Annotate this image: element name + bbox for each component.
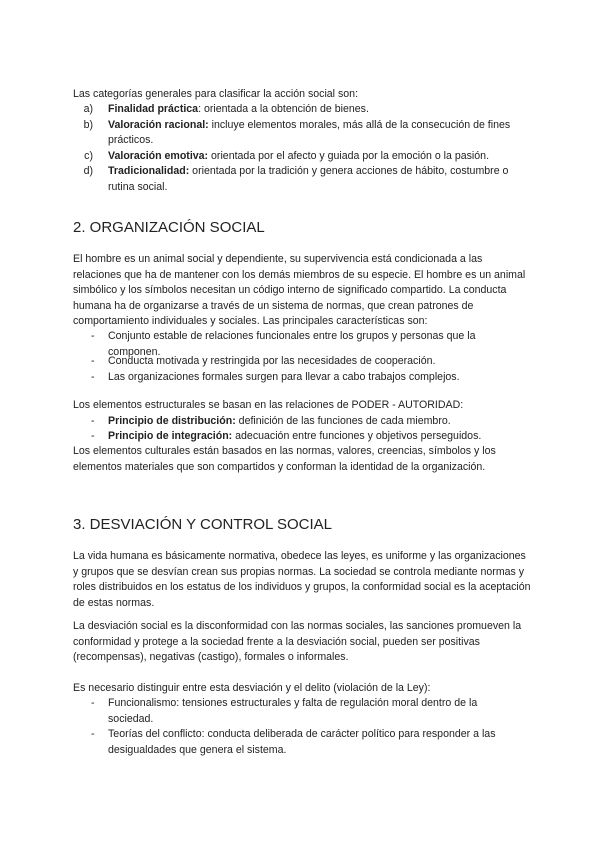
list-marker: - bbox=[91, 371, 95, 383]
list-item-text: Conducta motivada y restringida por las necesidades de cooperación. bbox=[108, 355, 436, 367]
paragraph: La desviación social es la disconformidad con las normas sociales, las sanciones promueven la conformidad y protege a la sociedad frente a la desviación social, pueden ser positivas (recompensas), negativas (castigo), formales o informales. bbox=[73, 620, 522, 663]
section-heading: 2. ORGANIZACIÓN SOCIAL bbox=[73, 219, 265, 236]
intro-text: Las categorías generales para clasificar la acción social son: bbox=[73, 88, 359, 100]
definition: adecuación entre funciones y objetivos perseguidos. bbox=[232, 430, 482, 442]
paragraph: Los elementos culturales están basados en las normas, valores, creencias, símbolos y los elementos materiales que son compartidos y conforman la identidad de la organización. bbox=[73, 445, 496, 473]
list-marker: d) bbox=[83, 165, 93, 177]
definition: orientada a la obtención de bienes. bbox=[201, 103, 369, 115]
list-item-text: Funcionalismo: tensiones estructurales y falta de regulación moral dentro de la sociedad. bbox=[108, 697, 478, 725]
separator: : bbox=[198, 103, 202, 115]
list-marker: - bbox=[91, 415, 95, 427]
term: Principio de distribución: bbox=[108, 415, 236, 427]
list-marker: a) bbox=[83, 103, 93, 115]
definition: orientada por el afecto y guiada por la emoción o la pasión. bbox=[208, 149, 490, 162]
paragraph: El hombre es un animal social y dependiente, su supervivencia está condicionada a las relaciones que ha de mantener con los demás miembros de su especie. El hombre es un animal simbólico y los símbolos necesitan un código interno de significado compartido. La conducta humana ha de organizarse a través de un sistema de normas, que crean patrones de comportamiento individuales y sociales. Las principales características son: bbox=[73, 253, 526, 327]
paragraph: Los elementos estructurales se basan en las relaciones de PODER - AUTORIDAD: bbox=[73, 399, 464, 411]
list-marker: - bbox=[91, 430, 95, 442]
definition: definición de las funciones de cada miembro. bbox=[235, 415, 451, 427]
list-marker: - bbox=[91, 728, 95, 740]
list-item-text: Las organizaciones formales surgen para llevar a cabo trabajos complejos. bbox=[108, 371, 460, 383]
definition: orientada por la tradición y genera acciones de hábito, costumbre o rutina social. bbox=[108, 165, 509, 193]
list-marker: - bbox=[91, 330, 95, 342]
definition: incluye elementos morales, más allá de la consecución de fines prácticos. bbox=[108, 118, 511, 146]
paragraph: Es necesario distinguir entre esta desviación y el delito (violación de la Ley): bbox=[73, 682, 431, 694]
list-item-text: Conjunto estable de relaciones funcionales entre los grupos y personas que la componen. bbox=[108, 330, 476, 358]
section-heading: 3. DESVIACIÓN Y CONTROL SOCIAL bbox=[73, 516, 332, 533]
term: Finalidad práctica bbox=[108, 103, 199, 115]
list-marker: - bbox=[91, 355, 95, 367]
term: Principio de integración: bbox=[108, 430, 233, 442]
term: Valoración racional: bbox=[108, 118, 209, 131]
list-item-text: Teorías del conflicto: conducta deliberada de carácter político para responder a las desigualdades que genera el sistema. bbox=[108, 728, 496, 756]
paragraph: La vida humana es básicamente normativa, obedece las leyes, es uniforme y las organizaciones y grupos que se desvían crean sus propias normas. La sociedad se controla mediante normas y roles distribuidos en los estatus de los individuos y grupos, la conformidad social es la aceptación de estas normas. bbox=[73, 550, 531, 609]
term: Tradicionalidad: bbox=[108, 165, 190, 177]
list-marker: c) bbox=[84, 149, 93, 162]
term: Valoración emotiva: bbox=[108, 149, 209, 162]
list-marker: - bbox=[91, 697, 95, 709]
list-marker: b) bbox=[83, 118, 93, 131]
